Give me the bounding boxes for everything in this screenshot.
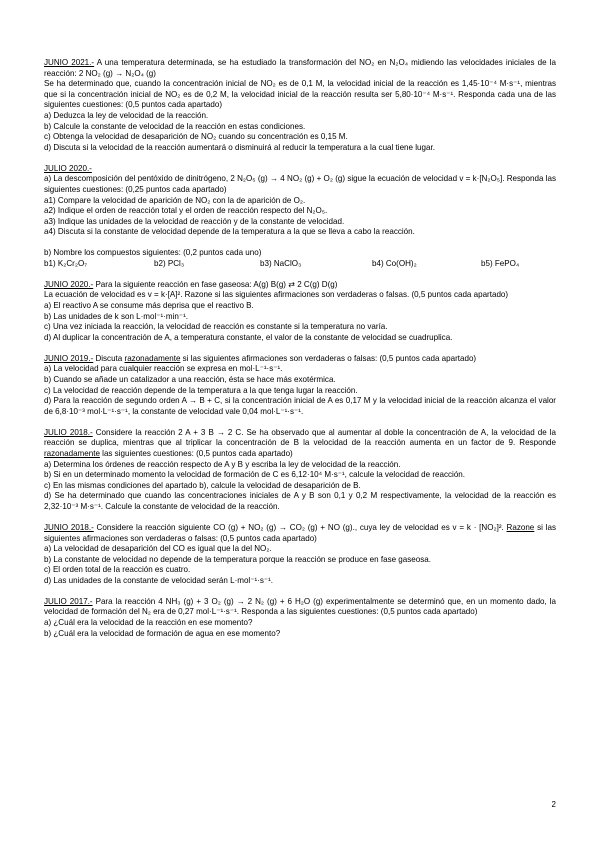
exercise-intro: Discuta <box>93 353 125 363</box>
exercise-junio-2018 <box>44 523 556 587</box>
question-a2: a2) Indique el orden de reacción total y el orden de reacción respecto del N₂O₅. <box>44 206 328 216</box>
exercise-text: Se ha determinado que, cuando la concentración inicial de NO₂ es de 0,1 M, la velocidad inicial de la reacción es 1,45·10⁻⁴ M·s⁻¹, mientras que si la concentración inicial de NO₂ es de 0,2 M, la velocidad inicial de la reacción resulta ser 5,80·10⁻⁴ M·s⁻¹. Responda cada una de las siguientes cuestiones: (0,5 puntos cada apartado) <box>44 79 556 110</box>
emphasis-word: razonadamente <box>124 353 181 363</box>
question-a: a) Deduzca la ley de velocidad de la reacción. <box>44 110 209 120</box>
question-c: c) Una vez iniciada la reacción, la velocidad de reacción es constante si la temperatura no varía. <box>44 322 388 332</box>
question-d: d) Discuta si la velocidad de la reacción aumentará o disminuirá al reducir la temperatura a la cual tiene lugar. <box>44 142 435 152</box>
exercise-title: JUNIO 2018.- <box>44 522 94 532</box>
question-b: b) ¿Cuál era la velocidad de formación de agua en ese momento? <box>44 628 281 638</box>
question-d: d) Para la reacción de segundo orden A → B + C, si la concentración inicial de A es 0,17 M y la velocidad inicial de la reacción alcanza el valor de 6,8·10⁻³ mol·L⁻¹·s⁻¹, la constante de velocidad vale 0,04 mol·L⁻¹·s⁻¹. <box>44 396 556 416</box>
exercise-title: JULIO 2017.- <box>44 596 93 606</box>
question-a: a) ¿Cuál era la velocidad de la reacción en ese momento? <box>44 618 253 628</box>
question-d: d) Se ha determinado que cuando las concentraciones iniciales de A y B son 0,1 y 0,2 M respectivamente, la velocidad de la reacción es 2,32·10⁻³ M·s⁻¹. Calcule la constante de velocidad de la reacción. <box>44 491 556 511</box>
question-a: a) Determina los órdenes de reacción respecto de A y B y escriba la ley de velocidad de la reacción. <box>44 459 401 469</box>
exercise-intro: A una temperatura determinada, se ha estudiado la transformación del NO₂ en N₂O₄ midiendo las velocidades iniciales de la reacción: 2 NO₂ (g) → N₂O₄ (g) <box>44 58 556 78</box>
document-body <box>44 58 556 650</box>
exercise-julio-2020 <box>44 164 556 270</box>
exercise-title: JULIO 2018.- <box>44 427 93 437</box>
emphasis-word: razonadamente <box>44 448 100 458</box>
exercise-intro-end: si las siguientes afirmaciones son verdaderas o falsas: (0,5 puntos cada apartado) <box>44 522 556 543</box>
question-b: b) Calcule la constante de velocidad de la reacción en estas condiciones. <box>44 121 306 131</box>
exercise-intro: Para la reacción 4 NH₃ (g) + 3 O₂ (g) → 2 N₂ (g) + 6 H₂O (g) experimentalmente se determinó que, en un momento dado, la velocidad de formación del N₂ era de 0,27 mol·L⁻¹·s⁻¹. Responda a las siguientes cuestiones: (0,5 puntos cada apartado) <box>44 596 557 617</box>
exercise-intro: Considere la reacción siguiente CO (g) + NO₂ (g) → CO₂ (g) + NO (g)., cuya ley de velocidad es v = k · [NO₂]². <box>93 522 507 532</box>
compound-b2: b2) PCl₃ <box>154 258 185 268</box>
compound-b5: b5) FePO₄ <box>481 258 520 268</box>
question-a: a) La descomposición del pentóxido de dinitrógeno, 2 N₂O₅ (g) → 4 NO₂ (g) + O₂ (g) sigue la ecuación de velocidad v = k·[N₂O₅]. Responda las siguientes cuestiones: (0,25 puntos cada apartado) <box>44 174 556 194</box>
question-b: b) Las unidades de k son L·mol⁻¹·min⁻¹. <box>44 311 189 321</box>
question-c: c) En las mismas condiciones del apartado b), calcule la velocidad de desaparición de B. <box>44 480 361 490</box>
question-a3: a3) Indique las unidades de la velocidad de reacción y de la constante de velocidad. <box>44 216 345 226</box>
question-a: a) El reactivo A se consume más deprisa que el reactivo B. <box>44 301 254 311</box>
question-d: d) Al duplicar la concentración de A, a temperatura constante, el valor de la constante de velocidad se cuadruplica. <box>44 332 453 342</box>
question-b: b) Cuando se añade un catalizador a una reacción, ésta se hace más exotérmica. <box>44 375 336 384</box>
question-b: b) Si en un determinado momento la velocidad de formación de C es 6,12·10⁴ M·s⁻¹, calcule la velocidad de reacción. <box>44 470 465 480</box>
question-a1: a1) Compare la velocidad de aparición de NO₂ con la de aparición de O₂. <box>44 195 306 205</box>
exercise-text: La ecuación de velocidad es v = k·[A]². Razone si las siguientes afirmaciones son verdaderas o falsas. (0,5 puntos cada apartado) <box>44 290 509 300</box>
exercise-julio-2017 <box>44 597 556 639</box>
exercise-title: JUNIO 2019.- <box>44 353 94 363</box>
exercise-title: JUNIO 2021.- <box>44 58 95 67</box>
exercise-intro: Considere la reacción 2 A + 3 B → 2 C. Se ha observado que al aumentar al doble la concentración de A, la velocidad de la reacción se duplica, mientras que al triplicar la concentración de B la velocidad de la reacción aumenta en un factor de 9. Responde <box>44 427 557 448</box>
question-a: a) La velocidad para cualquier reacción se expresa en mol·L⁻¹·s⁻¹. <box>44 364 283 374</box>
exercise-title: JULIO 2020.- <box>44 163 92 173</box>
exercise-junio-2019 <box>44 354 556 418</box>
page-number: 2 <box>551 800 556 809</box>
exercise-julio-2018 <box>44 428 556 513</box>
exercise-junio-2020 <box>44 280 556 344</box>
exercise-intro-end: si las siguientes afirmaciones son verdaderas o falsas: (0,5 puntos cada apartado) <box>180 353 477 363</box>
question-a4: a4) Discuta si la constante de velocidad depende de la temperatura a la que se lleva a cabo la reacción. <box>44 227 415 237</box>
exercise-title: JUNIO 2020.- <box>44 279 94 289</box>
compound-b3: b3) NaClO₃ <box>260 258 302 268</box>
question-b: b) La constante de velocidad no depende de la temperatura porque la reacción se produce en fase gaseosa. <box>44 554 431 564</box>
question-d: d) Las unidades de la constante de velocidad serán L·mol⁻¹·s⁻¹. <box>44 575 274 585</box>
compound-list <box>44 259 556 270</box>
emphasis-word: Razone <box>506 522 535 532</box>
question-c: c) La velocidad de reacción depende de la temperatura a la que tenga lugar la reacción. <box>44 385 358 395</box>
question-c: c) Obtenga la velocidad de desaparición de NO₂ cuando su concentración es 0,15 M. <box>44 132 348 142</box>
question-c: c) El orden total de la reacción es cuatro. <box>44 565 191 575</box>
exercise-intro: Para la siguiente reacción en fase gaseosa: A(g) B(g) ⇄ 2 C(g) D(g) <box>93 279 338 289</box>
compound-b1: b1) K₂Cr₂O₇ <box>44 258 87 268</box>
exercise-junio-2021 <box>44 58 556 153</box>
exercise-intro-end: las siguientes cuestiones: (0,5 puntos cada apartado) <box>99 448 293 458</box>
question-a: a) La velocidad de desaparición del CO es igual que la del NO₂. <box>44 544 272 554</box>
compound-b4: b4) Co(OH)₂ <box>372 258 417 268</box>
question-b: b) Nombre los compuestos siguientes: (0,2 puntos cada uno) <box>44 248 262 258</box>
